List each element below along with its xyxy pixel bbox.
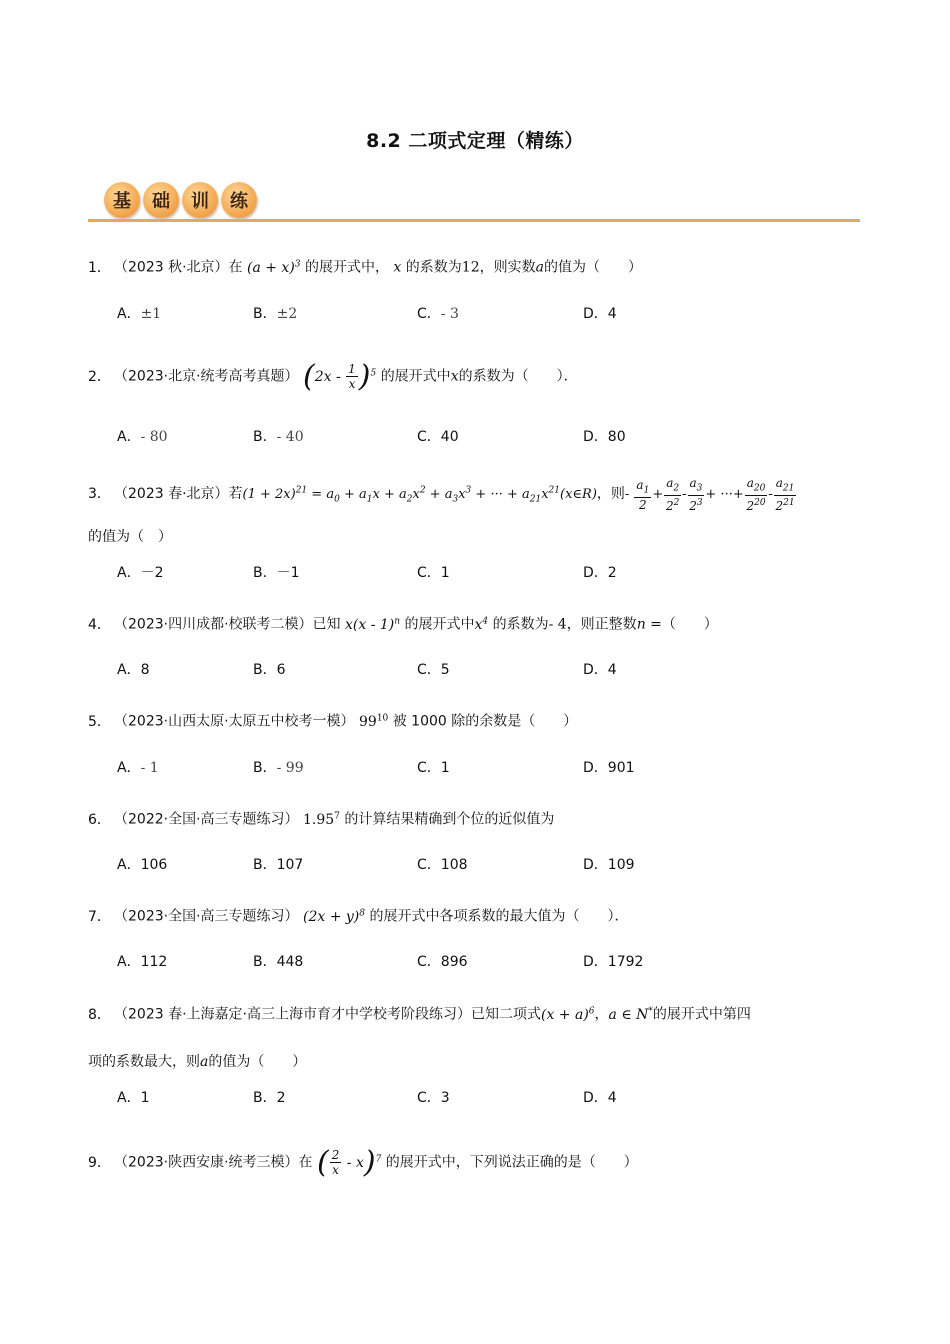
option-c[interactable]: C．40 (417, 429, 459, 445)
question-8-line-2: 项的系数最大，则a的值为（ ） (88, 1054, 307, 1070)
question-4: 4． （2023·四川成都·校联考二模）已知 x(x - 1)$^n$ 的展开式中$x^4$ 的系数为- 4，则正整数n =（ ） (88, 616, 718, 633)
formula: $x^4$ (474, 616, 489, 633)
question-5: 5． （2023·山西太原·太原五中校考一模） $99^{10}$ 被 1000 除的余数是（ ） (88, 713, 578, 730)
question-3: 3． （2023 春·北京）若$(1 + 2x)^{21} = a_0 + a_1x + a_2x^2 + a_3x^3$ + ··· + $a_{21}x^{21}(x\in R)$，则- $\frac{a_1}{2}$ + $\frac{a_2}{2^2}$ - $\frac{a_3}{2^3}$ + ···+ $\frac{a_{20}}{2^{20}}$ - $\frac{a_{21}}{2^{21}}$ (88, 476, 868, 513)
question-3-line-2: 的值为（ ） (88, 529, 172, 545)
option-a[interactable]: A．－2 (117, 565, 164, 581)
option-d[interactable]: D．901 (583, 760, 635, 776)
formula: $(a + x)^3$ (246, 259, 301, 276)
question-source: （2023 春·上海嘉定·高三上海市育才中学校考阶段练习）已知二项式 (114, 1006, 541, 1023)
formula: $(2x + y)^8$ (302, 908, 365, 925)
coefficient-value: 12 (461, 259, 480, 276)
question-number: 4． (88, 616, 111, 633)
formula: ( $\frac{2}{x}$ - x)$^7$ (316, 1144, 382, 1180)
question-9: 9． （2023·陕西安康·统考三模）在 ( $\frac{2}{x}$ - x)$^7$ 的展开式中，下列说法正确的是（ ） (88, 1144, 638, 1180)
formula: a (200, 1054, 209, 1070)
banner-char-2: 础 (143, 182, 179, 218)
option-a[interactable]: A．- 1 (117, 760, 159, 776)
option-b[interactable]: B．6 (253, 662, 286, 678)
formula: - $\frac{a_1}{2}$ + $\frac{a_2}{2^2}$ - $\frac{a_3}{2^3}$ + ···+ $\frac{a_{20}}{2^{20}}$ - $\frac{a_{21}}{2^{21}}$ (624, 476, 795, 514)
option-c[interactable]: C．3 (417, 1090, 450, 1106)
question-source: （2023·全国·高三专题练习） (114, 908, 299, 925)
question-number: 3． (88, 486, 111, 503)
coefficient-value: - 4 (548, 616, 567, 633)
page-title: 8.2 二项式定理（精练） (366, 130, 584, 152)
formula: 1.95$^7$ (302, 811, 340, 828)
option-c[interactable]: C．- 3 (417, 306, 459, 322)
section-banner (104, 182, 257, 222)
question-1: 1． （2023 秋·北京）在 $(a + x)^3$ 的展开式中， x 的系数为12，则实数a的值为（ ） (88, 259, 642, 276)
option-a[interactable]: A．1 (117, 1090, 150, 1106)
option-a[interactable]: A．8 (117, 662, 150, 678)
question-number: 8． (88, 1006, 111, 1023)
question-source: （2023·山西太原·太原五中校考一模） (114, 713, 355, 730)
option-d[interactable]: D．4 (583, 1090, 617, 1106)
formula: x (450, 368, 459, 385)
option-b[interactable]: B．448 (253, 954, 304, 970)
formula: x(x - 1)$^n$ (344, 616, 401, 633)
question-source: （2023 春·北京）若 (114, 486, 243, 503)
formula: $99^{10}$ (358, 713, 389, 730)
banner-char-1: 基 (104, 182, 140, 218)
question-number: 9． (88, 1154, 111, 1171)
question-source: （2023·四川成都·校联考二模）已知 (114, 616, 341, 633)
option-c[interactable]: C．896 (417, 954, 468, 970)
formula: a ∈ N* (608, 1006, 653, 1023)
option-d[interactable]: D．4 (583, 306, 617, 322)
question-source: （2022·全国·高三专题练习） (114, 811, 299, 828)
formula: (2x - $\frac{1}{x}$ )$^5$ (302, 358, 377, 394)
question-number: 7． (88, 908, 111, 925)
option-a[interactable]: A．106 (117, 857, 168, 873)
option-c[interactable]: C．1 (417, 565, 450, 581)
question-number: 1． (88, 259, 111, 276)
option-c[interactable]: C．108 (417, 857, 468, 873)
question-number: 5． (88, 713, 111, 730)
question-number: 2． (88, 368, 111, 385)
option-a[interactable]: A．- 80 (117, 429, 168, 445)
formula: $(x + a)^6$ (540, 1006, 595, 1023)
option-d[interactable]: D．1792 (583, 954, 644, 970)
banner-char-3: 训 (182, 182, 218, 218)
option-c[interactable]: C．5 (417, 662, 450, 678)
formula: $(1 + 2x)^{21} = a_0 + a_1x + a_2x^2 + a_3x^3$ + ··· + $a_{21}x^{21}(x\in R)$ (242, 485, 597, 505)
banner-char-4: 练 (221, 182, 257, 218)
option-d[interactable]: D．80 (583, 429, 626, 445)
option-d[interactable]: D．4 (583, 662, 617, 678)
option-b[interactable]: B．107 (253, 857, 304, 873)
question-2: 2． （2023·北京·统考高考真题） (2x - $\frac{1}{x}$ )$^5$ 的展开式中x的系数为（ ）． (88, 358, 578, 394)
option-c[interactable]: C．1 (417, 760, 450, 776)
section-divider (88, 219, 860, 222)
question-6: 6． （2022·全国·高三专题练习） 1.95$^7$ 的计算结果精确到个位的近似值为 (88, 811, 555, 828)
option-b[interactable]: B．- 40 (253, 429, 304, 445)
formula: n = (636, 616, 662, 633)
option-d[interactable]: D．2 (583, 565, 617, 581)
option-b[interactable]: B．2 (253, 1090, 286, 1106)
formula: x (388, 259, 402, 276)
question-7: 7． （2023·全国·高三专题练习） $(2x + y)^8$ 的展开式中各项系数的最大值为（ ）． (88, 908, 629, 925)
question-source: （2023 秋·北京）在 (114, 259, 243, 276)
option-b[interactable]: B．- 99 (253, 760, 304, 776)
formula: a (535, 259, 544, 276)
option-d[interactable]: D．109 (583, 857, 635, 873)
option-a[interactable]: A．112 (117, 954, 168, 970)
question-source: （2023·北京·统考高考真题） (114, 368, 299, 385)
option-a[interactable]: A．±1 (117, 306, 162, 322)
option-b[interactable]: B．－1 (253, 565, 300, 581)
question-source: （2023·陕西安康·统考三模）在 (114, 1154, 313, 1171)
question-8: 8． （2023 春·上海嘉定·高三上海市育才中学校考阶段练习）已知二项式$(x + a)^6$，a ∈ N*的展开式中第四 (88, 1006, 751, 1023)
question-number: 6． (88, 811, 111, 828)
option-b[interactable]: B．±2 (253, 306, 298, 322)
